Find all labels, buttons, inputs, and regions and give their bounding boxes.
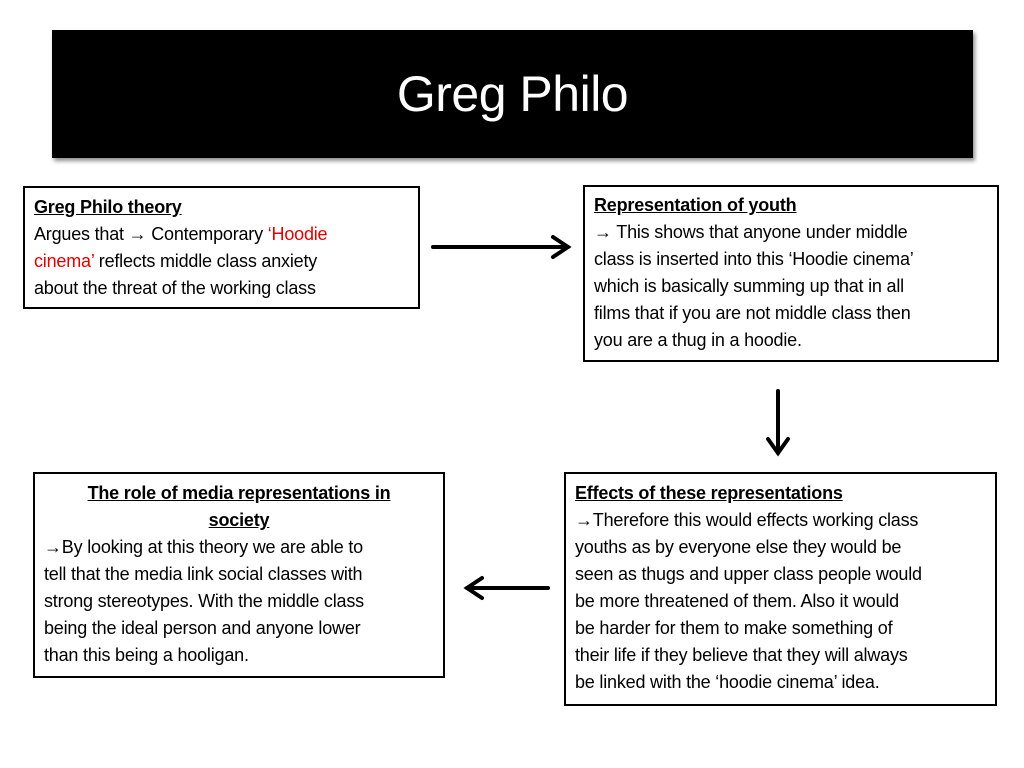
- arrow-down-icon: [768, 391, 788, 453]
- theory-line-3: about the threat of the working class: [34, 278, 316, 298]
- youth-line: you are a thug in a hoodie.: [594, 330, 802, 350]
- highlight-text: cinema’: [34, 251, 94, 271]
- role-line: →By looking at this theory we are able to: [44, 537, 363, 557]
- theory-text: Argues that → Contemporary: [34, 224, 268, 244]
- effects-line: →Therefore this would effects working class: [575, 510, 919, 530]
- effects-line: youths as by everyone else they would be: [575, 537, 902, 557]
- role-line: than this being a hooligan.: [44, 645, 249, 665]
- effects-heading: Effects of these representations: [575, 483, 843, 503]
- theory-heading: Greg Philo theory: [34, 197, 182, 217]
- slide-title: Greg Philo: [396, 66, 629, 122]
- role-line: strong stereotypes. With the middle class: [44, 591, 364, 611]
- youth-line: class is inserted into this ‘Hoodie cinema’: [594, 249, 914, 269]
- youth-line: → This shows that anyone under middle: [594, 222, 908, 242]
- effects-line: be more threatened of them. Also it would: [575, 591, 899, 611]
- youth-line: films that if you are not middle class then: [594, 303, 911, 323]
- role-line: being the ideal person and anyone lower: [44, 618, 361, 638]
- role-heading: The role of media representations in: [87, 483, 391, 503]
- role-heading: society: [208, 510, 270, 530]
- arrow-right-icon: [433, 237, 568, 257]
- youth-heading: Representation of youth: [594, 195, 797, 215]
- role-line: tell that the media link social classes with: [44, 564, 363, 584]
- highlight-text: ‘Hoodie: [267, 224, 328, 244]
- effects-line: their life if they believe that they will always: [575, 645, 908, 665]
- effects-line: be harder for them to make something of: [575, 618, 893, 638]
- arrow-left-icon: [467, 578, 548, 598]
- theory-text: reflects middle class anxiety: [93, 251, 318, 271]
- effects-line: be linked with the ‘hoodie cinema’ idea.: [575, 672, 880, 692]
- effects-line: seen as thugs and upper class people would: [575, 564, 922, 584]
- youth-line: which is basically summing up that in all: [594, 276, 904, 296]
